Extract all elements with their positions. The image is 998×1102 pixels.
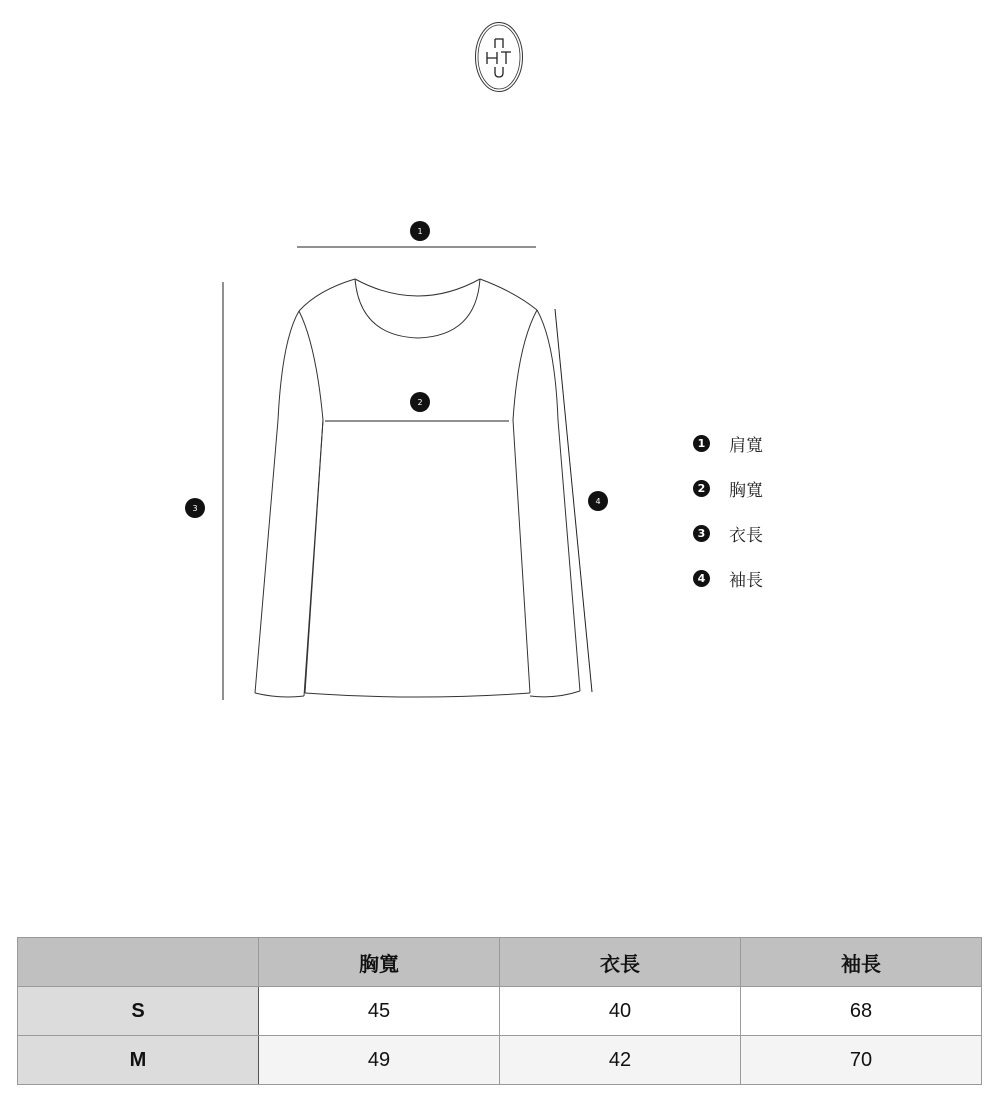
- header-chest-width: 胸寬: [259, 938, 500, 987]
- header-body-length: 衣長: [500, 938, 741, 987]
- legend-label: 胸寬: [729, 481, 763, 501]
- legend-item: [693, 466, 763, 511]
- table-header-row: [18, 938, 982, 987]
- legend-item: [693, 511, 763, 556]
- number-4-icon: 4: [693, 570, 710, 587]
- marker-4-badge: [588, 491, 608, 511]
- svg-text:3: 3: [192, 504, 198, 513]
- legend-label: 衣長: [729, 526, 763, 546]
- table-cell: 68: [741, 987, 982, 1036]
- size-label-cell: M: [18, 1036, 259, 1085]
- table-cell: 42: [500, 1036, 741, 1085]
- legend-label: 袖長: [729, 571, 763, 591]
- svg-text:1: 1: [417, 227, 423, 236]
- legend-item: [693, 421, 763, 466]
- header-sleeve-length: 袖長: [741, 938, 982, 987]
- table-cell: 45: [259, 987, 500, 1036]
- number-1-icon: 1: [693, 435, 710, 452]
- legend-label: 肩寬: [729, 436, 763, 456]
- svg-text:4: 4: [595, 497, 601, 506]
- number-3-icon: 3: [693, 525, 710, 542]
- table-cell: 40: [500, 987, 741, 1036]
- table-row: [18, 987, 982, 1036]
- sleeve-length-line: [555, 309, 592, 692]
- table-row: [18, 1036, 982, 1085]
- table-cell: 49: [259, 1036, 500, 1085]
- svg-text:2: 2: [417, 398, 423, 407]
- header-corner-cell: [18, 938, 259, 987]
- number-2-icon: 2: [693, 480, 710, 497]
- legend-item: [693, 556, 763, 601]
- marker-3-badge: [185, 498, 205, 518]
- tshirt-outline: [255, 279, 580, 697]
- table-cell: 70: [741, 1036, 982, 1085]
- size-label-cell: S: [18, 987, 259, 1036]
- marker-1-badge: [410, 221, 430, 241]
- marker-2-badge: [410, 392, 430, 412]
- measurement-legend: [693, 421, 763, 601]
- size-chart-table: [17, 937, 982, 1085]
